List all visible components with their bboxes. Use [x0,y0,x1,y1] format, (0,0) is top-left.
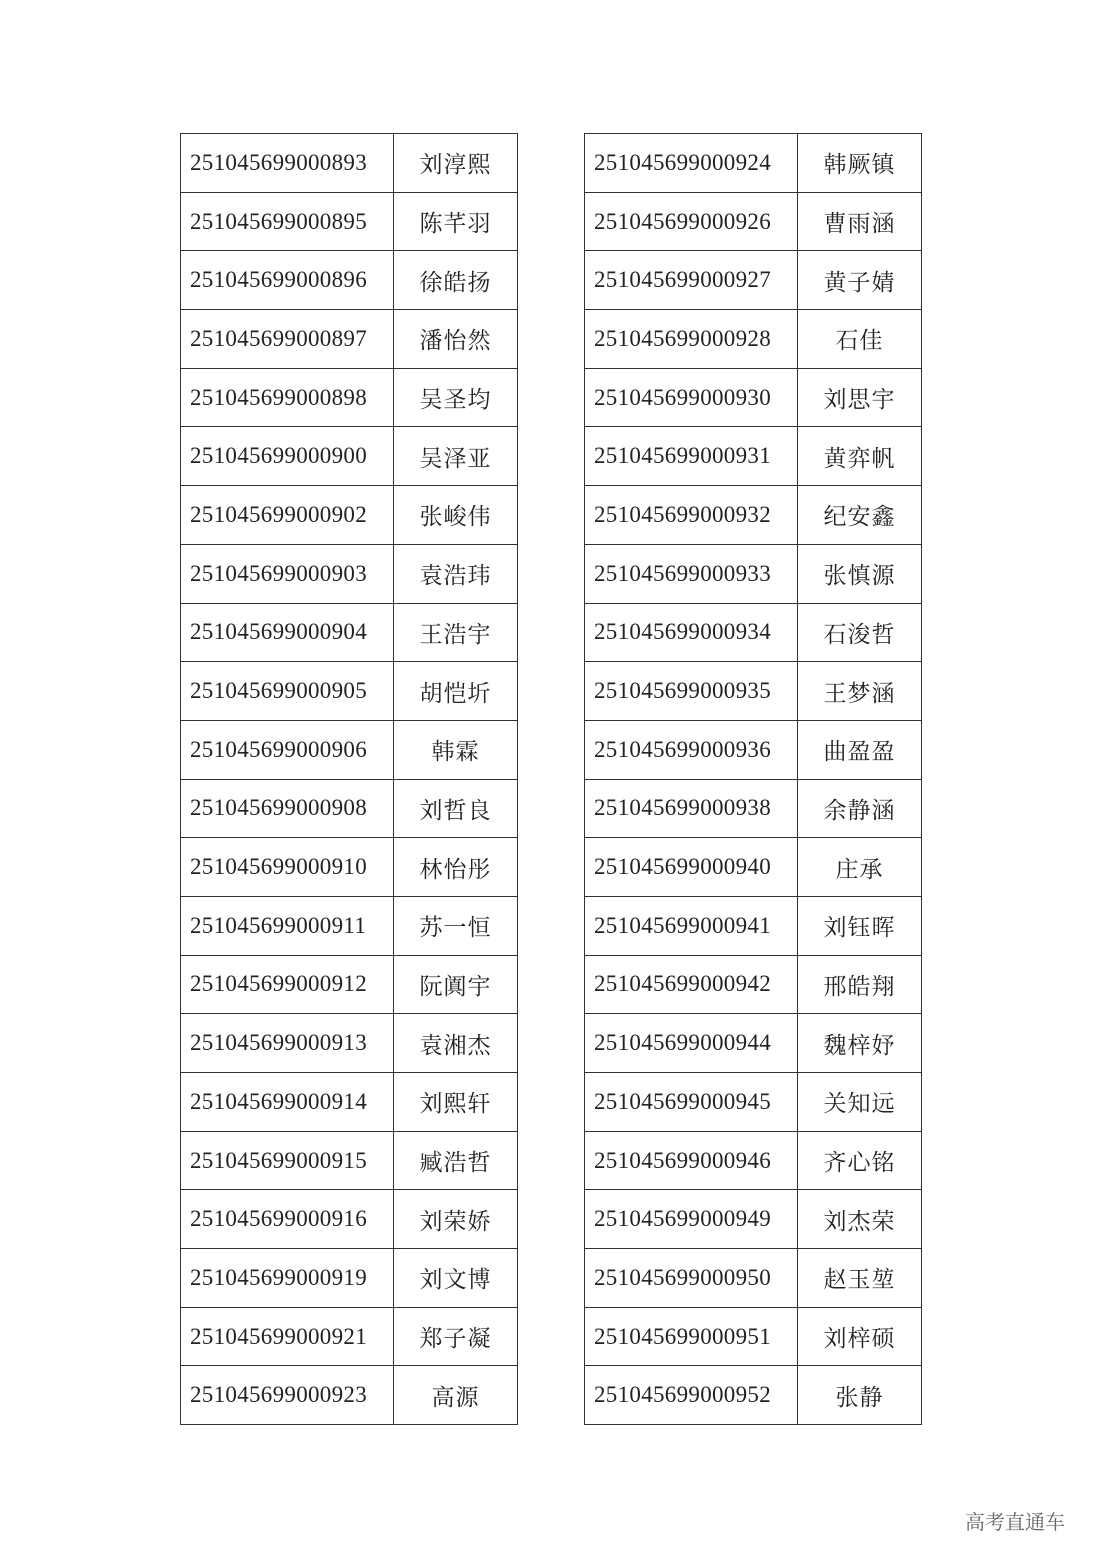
candidate-name: 吴圣均 [394,368,518,427]
candidate-id: 251045699000903 [181,544,394,603]
table-row [585,896,922,955]
table-row [181,603,518,662]
candidate-id: 251045699000930 [585,368,798,427]
candidate-id: 251045699000919 [181,1249,394,1308]
candidate-id: 251045699000923 [181,1366,394,1425]
candidate-name: 刘杰荣 [798,1190,922,1249]
candidate-name: 陈芊羽 [394,192,518,251]
table-row [585,779,922,838]
candidate-id: 251045699000914 [181,1073,394,1132]
candidate-name: 林怡彤 [394,838,518,897]
candidate-id: 251045699000924 [585,134,798,193]
candidate-id: 251045699000904 [181,603,394,662]
candidate-name: 胡恺圻 [394,662,518,721]
candidate-name: 曲盈盈 [798,720,922,779]
candidate-name: 郑子凝 [394,1307,518,1366]
table-row [585,1249,922,1308]
candidate-name: 刘梓硕 [798,1307,922,1366]
candidate-id: 251045699000951 [585,1307,798,1366]
candidate-table-left [180,133,518,1425]
candidate-id: 251045699000933 [585,544,798,603]
candidate-name: 韩霖 [394,720,518,779]
candidate-id: 251045699000928 [585,310,798,369]
table-row [181,720,518,779]
candidate-name: 刘钰晖 [798,896,922,955]
candidate-id: 251045699000926 [585,192,798,251]
table-row [181,1014,518,1073]
candidate-id: 251045699000927 [585,251,798,310]
table-row [585,1307,922,1366]
table-row [585,251,922,310]
candidate-id: 251045699000931 [585,427,798,486]
candidate-name: 邢皓翔 [798,955,922,1014]
table-row [585,544,922,603]
table-row [181,134,518,193]
candidate-id: 251045699000935 [585,662,798,721]
candidate-id: 251045699000906 [181,720,394,779]
table-row [181,955,518,1014]
candidate-id: 251045699000900 [181,427,394,486]
candidate-name: 刘文博 [394,1249,518,1308]
table-row [585,1014,922,1073]
candidate-name: 刘荣娇 [394,1190,518,1249]
candidate-name: 黄子婧 [798,251,922,310]
table-row [181,1366,518,1425]
table-row [181,1073,518,1132]
table-row [181,662,518,721]
candidate-name: 余静涵 [798,779,922,838]
candidate-id: 251045699000910 [181,838,394,897]
candidate-id: 251045699000912 [181,955,394,1014]
candidate-id: 251045699000898 [181,368,394,427]
table-row [585,192,922,251]
candidate-name: 韩厥镇 [798,134,922,193]
table-row [585,486,922,545]
candidate-id: 251045699000952 [585,1366,798,1425]
table-row [181,310,518,369]
candidate-id: 251045699000913 [181,1014,394,1073]
candidate-id: 251045699000941 [585,896,798,955]
candidate-id: 251045699000897 [181,310,394,369]
candidate-id: 251045699000944 [585,1014,798,1073]
candidate-name: 阮阗宇 [394,955,518,1014]
candidate-name: 石浚哲 [798,603,922,662]
table-row [181,251,518,310]
candidate-table-right [584,133,922,1425]
table-row [585,1190,922,1249]
candidate-name: 赵玉堃 [798,1249,922,1308]
candidate-id: 251045699000949 [585,1190,798,1249]
candidate-name: 苏一恒 [394,896,518,955]
candidate-id: 251045699000908 [181,779,394,838]
table-row [181,779,518,838]
candidate-name: 张峻伟 [394,486,518,545]
candidate-name: 齐心铭 [798,1131,922,1190]
candidate-name: 纪安鑫 [798,486,922,545]
candidate-name: 高源 [394,1366,518,1425]
candidate-name: 刘熙轩 [394,1073,518,1132]
table-row [585,955,922,1014]
candidate-name: 张静 [798,1366,922,1425]
candidate-name: 徐皓扬 [394,251,518,310]
table-row [181,544,518,603]
candidate-id: 251045699000934 [585,603,798,662]
table-row [181,1307,518,1366]
table-row [585,1131,922,1190]
candidate-name: 魏梓妤 [798,1014,922,1073]
table-row [585,1366,922,1425]
table-row [181,838,518,897]
candidate-name: 关知远 [798,1073,922,1132]
table-row [181,896,518,955]
candidate-id: 251045699000946 [585,1131,798,1190]
candidate-name: 黄弈帆 [798,427,922,486]
candidate-name: 庄承 [798,838,922,897]
candidate-id: 251045699000895 [181,192,394,251]
table-row [181,427,518,486]
candidate-name: 王浩宇 [394,603,518,662]
candidate-name: 臧浩哲 [394,1131,518,1190]
table-row [585,368,922,427]
candidate-id: 251045699000905 [181,662,394,721]
table-row [585,1073,922,1132]
candidate-id: 251045699000938 [585,779,798,838]
candidate-id: 251045699000893 [181,134,394,193]
table-row [585,720,922,779]
candidate-id: 251045699000936 [585,720,798,779]
candidate-name: 刘思宇 [798,368,922,427]
table-row [181,192,518,251]
candidate-name: 袁湘杰 [394,1014,518,1073]
table-row [585,662,922,721]
candidate-name: 石佳 [798,310,922,369]
candidate-name: 刘淳熙 [394,134,518,193]
candidate-name: 张慎源 [798,544,922,603]
table-row [181,1131,518,1190]
table-row [585,603,922,662]
table-row [181,1190,518,1249]
table-row [181,486,518,545]
candidate-name: 潘怡然 [394,310,518,369]
candidate-name: 刘哲良 [394,779,518,838]
candidate-name: 王梦涵 [798,662,922,721]
candidate-id: 251045699000950 [585,1249,798,1308]
table-row [585,134,922,193]
candidate-name: 袁浩玮 [394,544,518,603]
candidate-id: 251045699000902 [181,486,394,545]
candidate-id: 251045699000911 [181,896,394,955]
table-row [585,427,922,486]
candidate-id: 251045699000932 [585,486,798,545]
candidate-id: 251045699000921 [181,1307,394,1366]
candidate-id: 251045699000945 [585,1073,798,1132]
table-row [585,310,922,369]
candidate-id: 251045699000915 [181,1131,394,1190]
candidate-id: 251045699000940 [585,838,798,897]
table-row [585,838,922,897]
candidate-id: 251045699000916 [181,1190,394,1249]
table-row [181,368,518,427]
candidate-name: 吴泽亚 [394,427,518,486]
candidate-name: 曹雨涵 [798,192,922,251]
table-row [181,1249,518,1308]
candidate-id: 251045699000896 [181,251,394,310]
candidate-id: 251045699000942 [585,955,798,1014]
watermark: 高考直通车 [965,1510,1065,1534]
